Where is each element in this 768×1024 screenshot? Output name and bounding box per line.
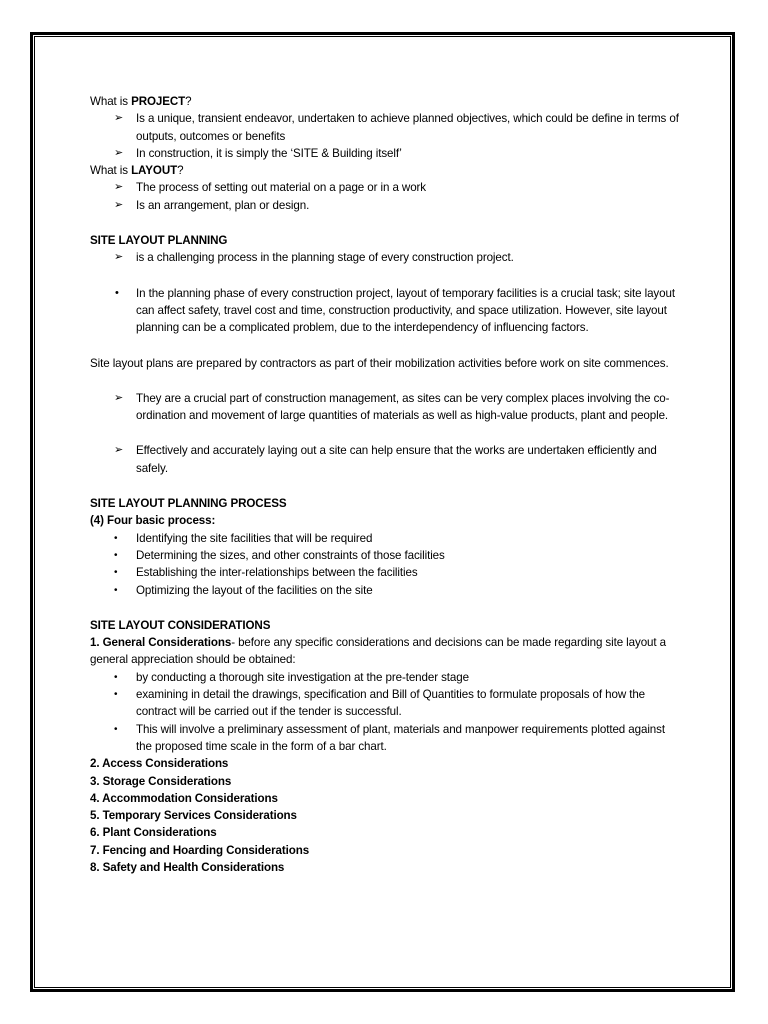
list-item: ➢ Effectively and accurately laying out a site can help ensure that the works are undertaken efficiently and safely. (114, 444, 657, 475)
question-layout: What is LAYOUT? (90, 164, 184, 178)
list-item: ➢ Is a unique, transient endeavor, undertaken to achieve planned objectives, which could be define in terms of outputs, outcomes or benefits (114, 112, 679, 143)
arrow-bullet-icon: ➢ (114, 198, 124, 211)
list-item: ➢ Is an arrangement, plan or design. (90, 197, 680, 214)
section-heading: SITE LAYOUT PLANNING PROCESS (90, 497, 287, 511)
arrow-bullet-icon: ➢ (114, 146, 124, 159)
bullet-icon: • (115, 286, 119, 299)
list-item: • Optimizing the layout of the facilities on the site (90, 582, 680, 599)
list-item: ➢ is a challenging process in the planning stage of every construction project. (90, 249, 680, 266)
section-heading: SITE LAYOUT PLANNING (90, 234, 228, 248)
bullet-icon: • (114, 567, 118, 579)
question-project: What is PROJECT? (90, 95, 192, 108)
arrow-bullet-icon: ➢ (114, 112, 124, 125)
list-item: • In the planning phase of every construction project, layout of temporary facilities is a crucial task; site layout can affect safety, travel cost and time, construction productivity, and space utilization. However, site layout planning can be a complicated problem, due to the interdependency of influencing factors. (115, 286, 675, 335)
document-body (90, 93, 680, 876)
consideration-item: 5. Temporary Services Considerations (90, 809, 297, 823)
list-item: ➢ The process of setting out material on a page or in a work (90, 179, 680, 196)
bullet-icon: • (114, 671, 118, 683)
list-item: ➢ They are a crucial part of construction management, as sites can be very complex places involving the co-ordination and movement of large quantities of materials as well as high-value products, plant and people. (114, 391, 670, 423)
list-item: • Establishing the inter-relationships between the facilities (90, 564, 680, 581)
list-item: • by conducting a thorough site investigation at the pre-tender stage (90, 669, 680, 686)
section-heading: SITE LAYOUT CONSIDERATIONS (90, 618, 271, 632)
list-item: • examining in detail the drawings, specification and Bill of Quantities to formulate proposals of how the contract will be carried out if the tender is successful. (114, 688, 646, 719)
arrow-bullet-icon: ➢ (114, 181, 124, 194)
paragraph: 1. General Considerations- before any specific considerations and decisions can be made regarding site layout a general appreciation should be obtained: (90, 636, 666, 667)
consideration-item: 7. Fencing and Hoarding Considerations (90, 843, 310, 857)
consideration-item: 8. Safety and Health Considerations (90, 860, 285, 874)
list-item: • This will involve a preliminary assessment of plant, materials and manpower requirements plotted against the proposed time scale in the form of a bar chart. (114, 722, 665, 753)
arrow-bullet-icon: ➢ (114, 251, 124, 264)
bullet-icon: • (114, 532, 118, 544)
arrow-bullet-icon: ➢ (114, 444, 124, 457)
consideration-item: 2. Access Considerations (90, 757, 229, 771)
project-term: PROJECT (131, 95, 186, 108)
bullet-icon: • (114, 549, 118, 561)
consideration-item: 3. Storage Considerations (90, 774, 232, 788)
list-item: ➢ In construction, it is simply the ‘SITE & Building itself’ (90, 145, 680, 162)
list-item: • Identifying the site facilities that will be required (90, 530, 680, 547)
arrow-bullet-icon: ➢ (114, 391, 124, 404)
consideration-item: 4. Accommodation Considerations (90, 791, 278, 805)
layout-term: LAYOUT (131, 164, 178, 178)
section-subheading: (4) Four basic process: (90, 514, 216, 528)
list-item: • Determining the sizes, and other constraints of those facilities (90, 547, 680, 564)
bullet-icon: • (114, 689, 118, 701)
paragraph: Site layout plans are prepared by contractors as part of their mobilization activities before work on site commences. (90, 356, 669, 370)
bullet-icon: • (114, 584, 118, 596)
consideration-item: 6. Plant Considerations (90, 826, 217, 840)
bullet-icon: • (114, 723, 118, 735)
